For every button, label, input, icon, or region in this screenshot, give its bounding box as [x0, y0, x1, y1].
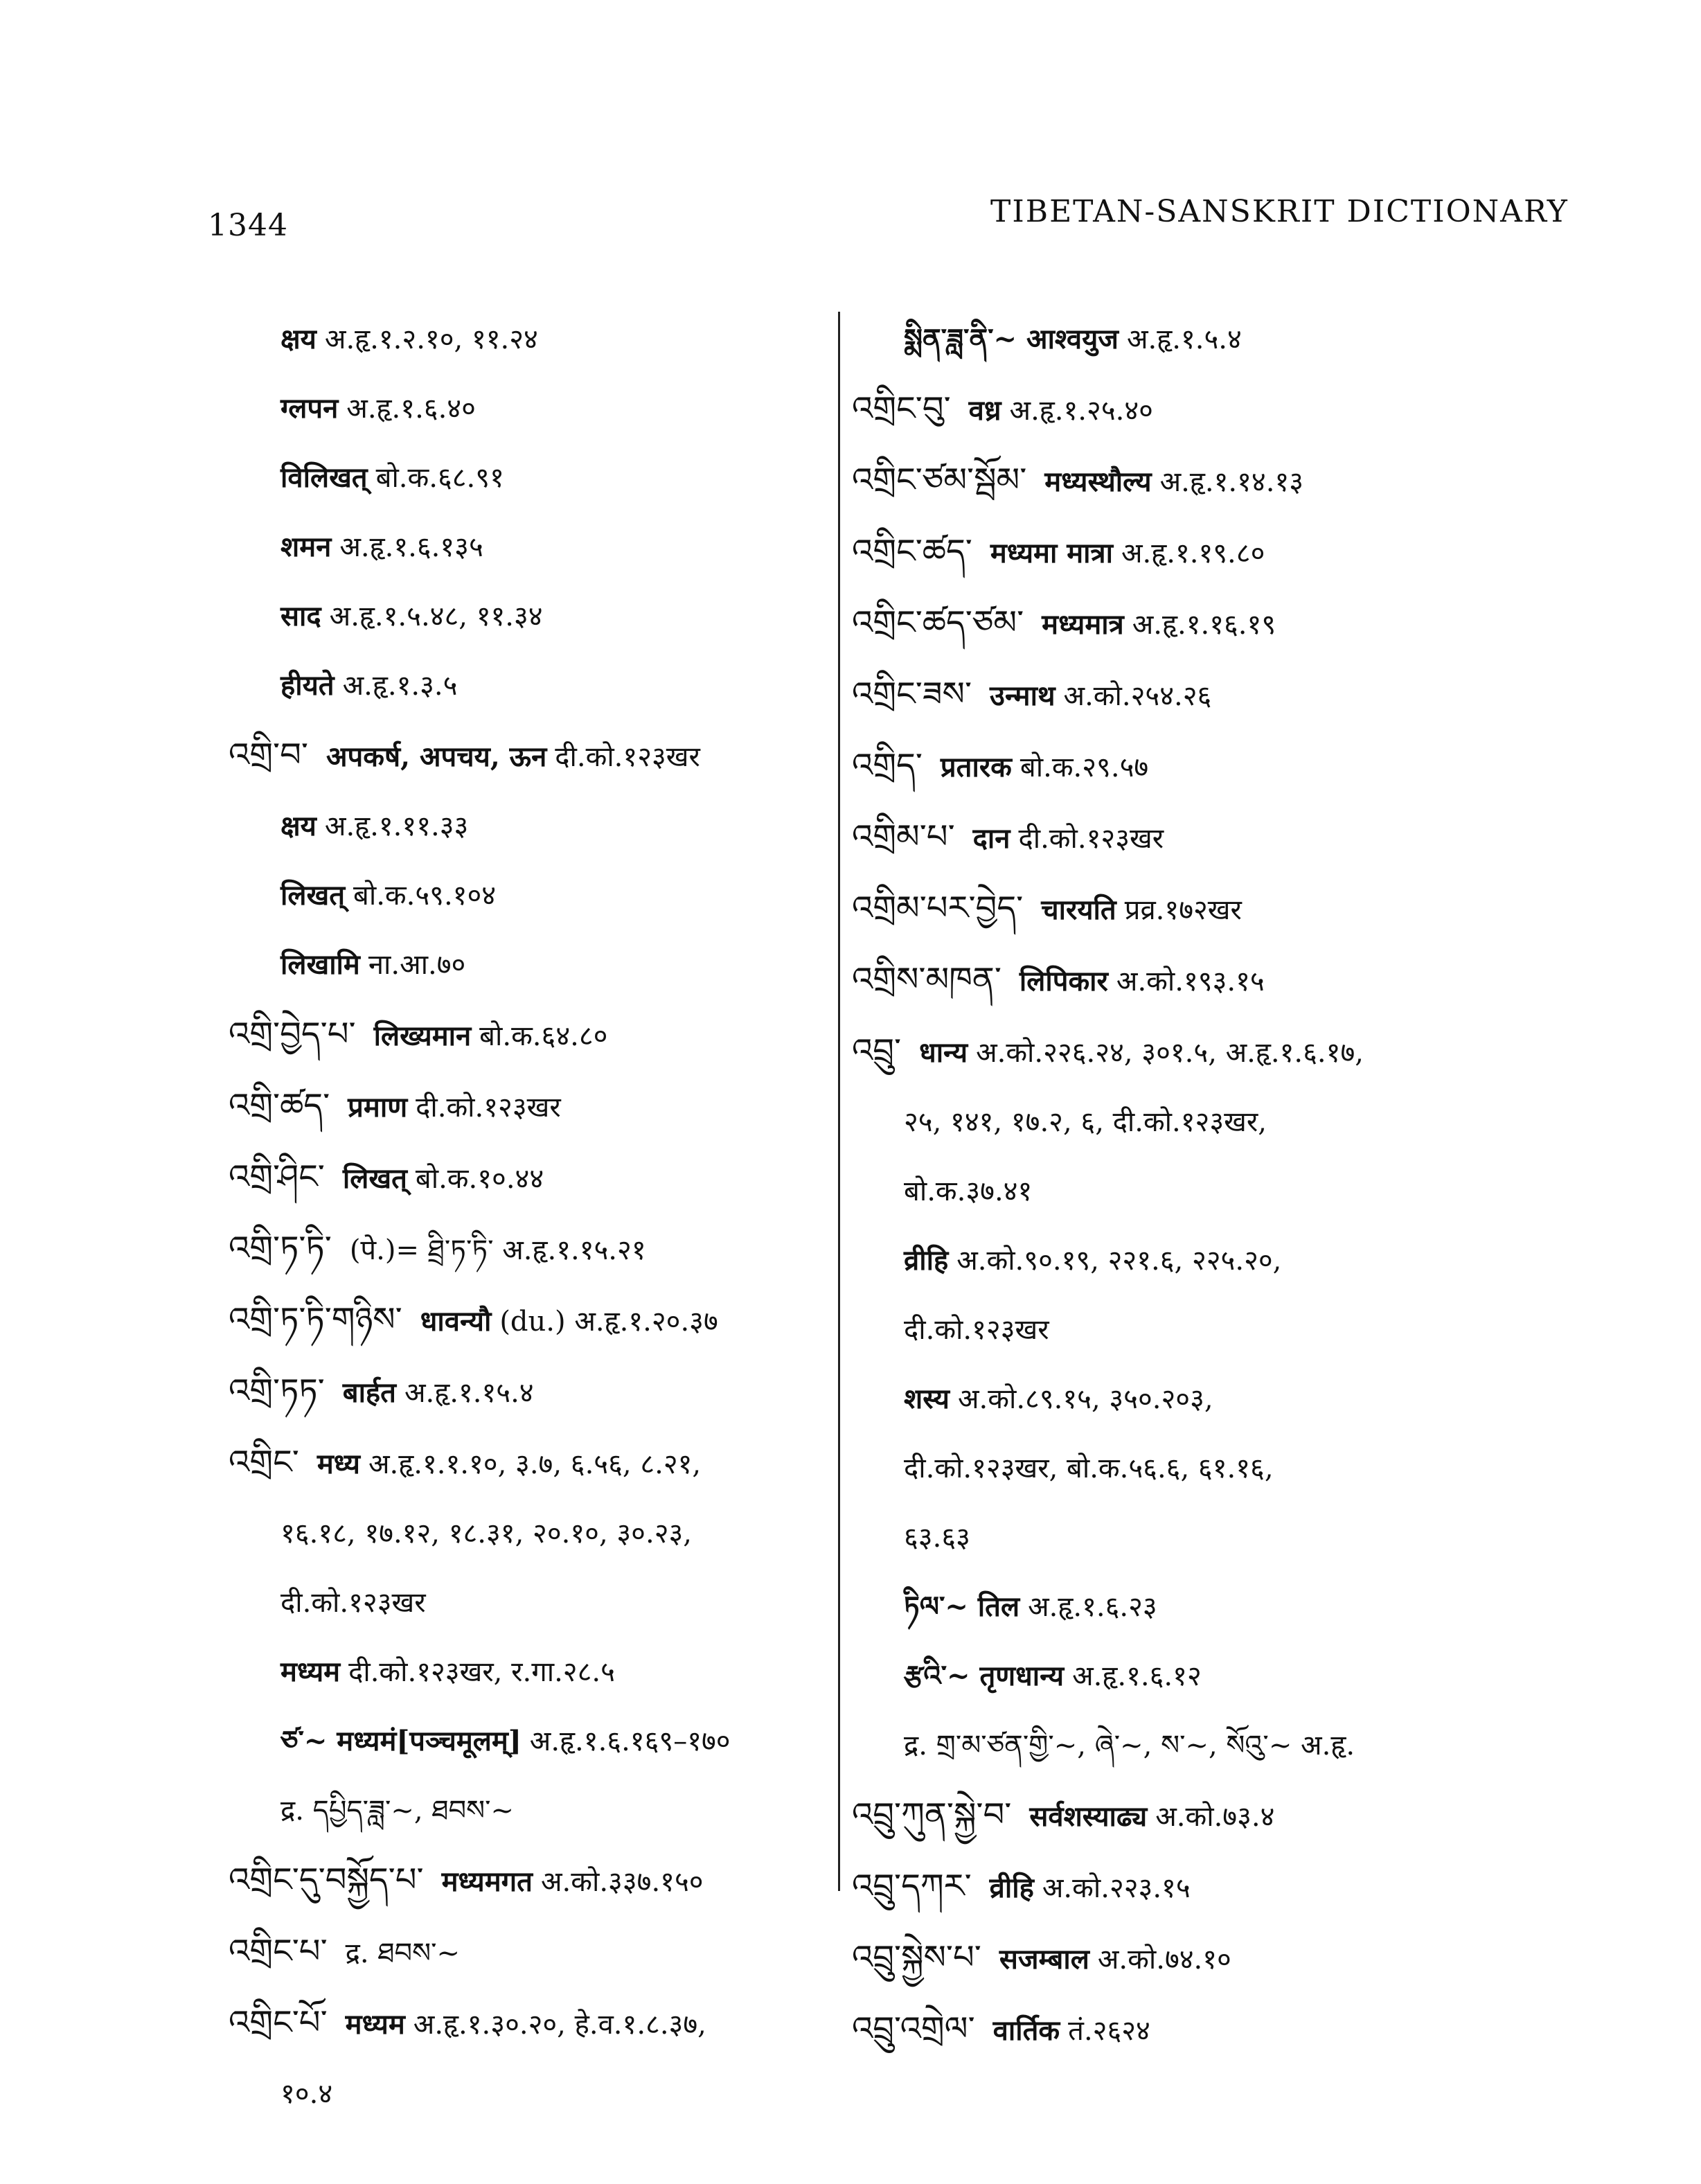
column-divider	[838, 312, 840, 1891]
dictionary-entry	[229, 861, 921, 930]
sanskrit-equivalent: क्षय	[280, 323, 317, 355]
dictionary-entry	[229, 305, 921, 374]
dictionary-entry	[229, 443, 921, 513]
dictionary-entry	[229, 1988, 921, 2059]
sanskrit-equivalent: वध्र	[968, 394, 1001, 427]
source-references: ना.आ.७०	[368, 949, 466, 981]
source-references: अ.को.२५४.२६	[1063, 680, 1212, 712]
headword-tibetan: འགྲི་ཚད་	[229, 1086, 330, 1125]
dictionary-entry	[229, 930, 921, 1000]
dictionary-entry	[229, 1845, 921, 1917]
right-column	[852, 305, 1503, 2048]
sanskrit-equivalent: सजम्बाल	[999, 1943, 1089, 1976]
headword-tibetan: འགྲིམ་པ་	[852, 817, 955, 856]
dictionary-entry	[229, 1499, 921, 1568]
source-references: अ.हृ.१.६.१६९–१७०	[529, 1725, 731, 1757]
dictionary-entry	[229, 1568, 921, 1637]
dictionary-entry	[852, 1852, 1503, 1923]
dictionary-entry	[229, 1637, 921, 1707]
source-references: द्र. དཔྱིད་ཟླ་~, ཐབས་~	[280, 1795, 515, 1827]
source-references: अ.को.२२६.२४, ३०१.५, अ.हृ.१.६.१७,	[976, 1037, 1364, 1069]
sanskrit-equivalent: मध्य	[317, 1448, 360, 1480]
source-references: अ.हृ.१.१४.१३	[1159, 466, 1304, 498]
source-references: १६.१८, १७.१२, १८.३१, २०.१०, ३०.२३,	[280, 1518, 693, 1550]
sanskrit-equivalent: लिखत्	[280, 879, 345, 912]
headword-tibetan: འགྲིང་ཟས་	[852, 675, 972, 713]
source-references: अ.हृ.१.३.५	[342, 670, 458, 702]
source-references: अ.को.८९.१५, ३५०.२०३,	[957, 1383, 1213, 1415]
dictionary-entry	[852, 1923, 1503, 1994]
headword-tibetan: འགྲིང་ཙམ་སྦོམ་	[852, 461, 1027, 499]
headword-tibetan: འགྲིད་	[852, 746, 923, 785]
sanskrit-equivalent: शमन	[280, 531, 332, 563]
source-references: अ.हृ.१.१९.८०	[1121, 538, 1265, 569]
sanskrit-equivalent: उन्माथ	[990, 680, 1056, 712]
dictionary-entry	[852, 305, 1503, 374]
dictionary-entry	[852, 374, 1503, 445]
sanskrit-equivalent: मध्यम	[280, 1655, 341, 1688]
sanskrit-equivalent: शस्य	[904, 1383, 950, 1415]
sanskrit-equivalent: मध्यमगत	[441, 1865, 533, 1898]
sanskrit-equivalent: प्रमाण	[348, 1091, 408, 1124]
source-references: अ.हृ.१.६.१२	[1072, 1660, 1202, 1692]
source-references: अ.हृ.१.५.४	[1126, 323, 1242, 355]
headword-tibetan: འགྲི་ཏ་ཏི་གཉིས་	[229, 1300, 402, 1339]
page-number: 1344	[208, 208, 288, 243]
source-references: दी.को.१२३खर	[280, 1587, 426, 1619]
sanskrit-equivalent: हीयते	[280, 669, 335, 702]
source-references: तं.२६२४	[1068, 2015, 1150, 2047]
source-references: अ.को.२२३.१५	[1042, 1872, 1191, 1904]
dictionary-entry	[229, 1776, 921, 1845]
dictionary-entry	[852, 1087, 1503, 1157]
sanskrit-equivalent: मध्यमात्र	[1042, 608, 1124, 641]
dictionary-entry	[229, 651, 921, 720]
sanskrit-equivalent: ཏིལ་~ तिल	[904, 1590, 1020, 1623]
dictionary-entry	[852, 1572, 1503, 1642]
sanskrit-equivalent: दान	[972, 822, 1010, 855]
source-references: अ.को.७३.४	[1155, 1801, 1275, 1833]
dictionary-entry	[852, 1157, 1503, 1226]
headword-tibetan: འགྲིང་ཚད་	[852, 532, 972, 571]
source-references: अ.हृ.१.२५.४०	[1009, 395, 1153, 427]
sanskrit-equivalent: वार्तिक	[992, 2014, 1060, 2047]
source-references: बो.क.१०.४४	[415, 1163, 544, 1195]
dictionary-entry	[229, 1214, 921, 1285]
source-references: अ.हृ.१.३०.२०, हे.व.१.८.३७,	[413, 2009, 706, 2041]
sanskrit-equivalent: धावन्यौ	[420, 1305, 492, 1338]
sanskrit-equivalent: व्रीहि	[989, 1872, 1034, 1904]
dictionary-entry	[852, 1780, 1503, 1852]
dictionary-entry	[852, 1434, 1503, 1503]
dictionary-entry	[852, 1365, 1503, 1434]
dictionary-entry	[229, 1707, 921, 1776]
headword-tibetan: འབྲུ་དཀར་	[852, 1867, 972, 1906]
sanskrit-equivalent: धान्य	[919, 1036, 968, 1069]
source-references: अ.हृ.१.२.१०, ११.२४	[324, 323, 538, 355]
headword-tibetan: འགྲི་བ་	[229, 736, 308, 774]
dictionary-entry	[229, 720, 921, 792]
sanskrit-equivalent: व्रीहि	[904, 1244, 949, 1277]
sanskrit-equivalent: सर्वशस्याढ्य	[1029, 1800, 1148, 1833]
sanskrit-equivalent: चारयति	[1041, 894, 1116, 926]
source-references: २५, १४१, १७.२, ६, दी.को.१२३खर,	[904, 1106, 1267, 1138]
dictionary-entry	[229, 2059, 921, 2129]
headword-tibetan: འབྲུ་འགྲེལ་	[852, 2009, 975, 2048]
sanskrit-equivalent: क्षय	[280, 810, 317, 842]
source-references: बो.क.२९.५७	[1019, 752, 1149, 783]
source-references: दी.को.१२३खर	[1018, 823, 1164, 855]
dictionary-entry	[852, 517, 1503, 588]
source-references: अ.हृ.१.६.४०	[346, 393, 476, 425]
source-references: बो.क.६८.९१	[375, 462, 504, 494]
headword-tibetan: འགྲིམ་པར་བྱེད་	[852, 889, 1024, 927]
dictionary-entry	[852, 731, 1503, 802]
dictionary-entry	[229, 1142, 921, 1214]
dictionary-entry	[229, 1071, 921, 1142]
source-references: अ.को.९०.१९, २२१.६, २२५.२०,	[956, 1245, 1282, 1277]
source-references: दी.को.१२३खर	[555, 741, 700, 773]
dictionary-entry	[229, 374, 921, 443]
source-references: बो.क.५९.१०४	[353, 880, 497, 912]
source-references: बो.क.३७.४१	[904, 1175, 1033, 1207]
dictionary-entry	[852, 1711, 1503, 1780]
source-references: अ.हृ.१.१६.१९	[1132, 609, 1276, 641]
source-references: दी.को.१२३खर, र.गा.२८.५	[348, 1656, 615, 1688]
sanskrit-equivalent: विलिखत्	[280, 461, 368, 494]
dictionary-entry	[852, 588, 1503, 659]
sanskrit-equivalent: मध्यमा मात्रा	[990, 537, 1113, 569]
sanskrit-equivalent: ཙ་~ मध्यमं[पञ्चमूलम्]	[280, 1725, 522, 1757]
source-references: अ.हृ.१.१५.४	[404, 1377, 534, 1409]
dictionary-entry	[852, 873, 1503, 945]
source-references: अ.हृ.१.६.२३	[1028, 1591, 1157, 1623]
sanskrit-equivalent: लिख्यमान	[373, 1020, 472, 1052]
sanskrit-equivalent: लिपिकार	[1019, 965, 1108, 997]
sanskrit-equivalent: प्रतारक	[940, 751, 1012, 783]
source-references: द्र. ཐབས་~	[345, 1937, 461, 1969]
source-references: अ.हृ.१.६.१३५	[339, 531, 483, 563]
source-references: द्र. གྲ་མ་ཙན་གྱི་~, ཞེ་~, ས་~, སོའུ་~ अ.हृ.	[904, 1730, 1355, 1761]
headword-tibetan: འགྲི་ཏ་ཏི་	[229, 1229, 332, 1268]
dictionary-entry	[229, 582, 921, 651]
headword-tibetan: འགྲིང་དུ་བསྐྱོད་པ་	[229, 1861, 424, 1899]
sanskrit-equivalent: ग्लपन	[280, 392, 339, 425]
dictionary-entry	[229, 513, 921, 582]
headword-tibetan: འགྲིང་པ་	[229, 1932, 328, 1971]
headword-tibetan: འབྲུ་སྐྱེས་པ་	[852, 1938, 981, 1977]
source-references: दी.को.१२३खर	[416, 1092, 561, 1124]
dictionary-entry	[852, 659, 1503, 731]
source-references: बो.क.६४.८०	[479, 1020, 608, 1052]
source-references: अ.हृ.१.५.४८, ११.३४	[329, 601, 543, 632]
source-references: अ.को.७४.१०	[1097, 1944, 1231, 1976]
source-references: दी.को.१२३खर, बो.क.५६.६, ६१.१६,	[904, 1453, 1274, 1484]
dictionary-entry	[852, 1994, 1503, 2066]
headword-tibetan: འགྲིང་	[229, 1443, 299, 1482]
dictionary-entry	[229, 1285, 921, 1356]
sanskrit-equivalent: मध्यस्थौल्य	[1044, 465, 1152, 498]
headword-tibetan: འགྲིང་བུ་	[852, 389, 951, 428]
dictionary-entry	[852, 1016, 1503, 1087]
dictionary-entry	[852, 445, 1503, 517]
sanskrit-equivalent: मध्यम	[345, 2008, 405, 2041]
source-references: अ.हृ.१.११.३३	[324, 810, 469, 842]
source-references: दी.को.१२३खर	[904, 1314, 1049, 1346]
sanskrit-equivalent: लिखत्	[342, 1162, 407, 1195]
dictionary-entry	[229, 1917, 921, 1988]
dictionary-entry	[852, 802, 1503, 873]
source-references: अ.को.३३७.१५०	[540, 1866, 704, 1898]
dictionary-entry	[852, 1226, 1503, 1295]
source-references: अ.हृ.१.१.१०, ३.७, ६.५६, ८.२१,	[368, 1448, 702, 1480]
source-references: ६३.६३	[904, 1522, 970, 1554]
sanskrit-equivalent: साद	[280, 600, 321, 632]
sanskrit-equivalent: སྨིན་ཟླ་ནི་~ आश्वयुज	[904, 323, 1119, 355]
dictionary-entry	[852, 1503, 1503, 1572]
headword-tibetan: འབྲུ་ཀུན་སྐྱེ་བ་	[852, 1795, 1012, 1834]
headword-tibetan: འགྲིང་པོ་	[229, 2003, 328, 2042]
headword-tibetan: འགྲི་བྱེད་པ་	[229, 1015, 356, 1054]
source-references: प्रव्र.१७२खर	[1124, 894, 1242, 926]
sanskrit-equivalent: लिखामि	[280, 948, 360, 981]
headword-tibetan: འགྲིང་ཚད་ཙམ་	[852, 603, 1024, 642]
dictionary-entry	[229, 1356, 921, 1428]
source-references: (du.) अ.हृ.१.२०.३७	[499, 1306, 718, 1338]
source-references: अ.को.१९३.१५	[1116, 966, 1265, 997]
running-title: TIBETAN-SANSKRIT DICTIONARY	[990, 194, 1569, 229]
sanskrit-equivalent: अपकर्ष, अपचय, ऊन	[326, 740, 547, 773]
dictionary-entry	[852, 1642, 1503, 1711]
headword-tibetan: འགྲི་ཏཏ་	[229, 1371, 325, 1410]
sanskrit-equivalent: बार्हत	[342, 1376, 396, 1409]
dictionary-entry	[229, 1000, 921, 1071]
dictionary-entry	[229, 792, 921, 861]
headword-tibetan: འབྲུ་	[852, 1031, 902, 1070]
source-references: (पे.)= ཐྲི་ཏ་ཏི་ अ.हृ.१.१५.२१	[349, 1234, 646, 1266]
headword-tibetan: འགྲིས་མཁན་	[852, 960, 1001, 999]
source-references: १०.४	[280, 2078, 333, 2110]
dictionary-entry	[852, 1295, 1503, 1365]
dictionary-entry	[229, 1428, 921, 1499]
sanskrit-equivalent: རྩའི་~ तृणधान्य	[904, 1660, 1065, 1692]
dictionary-entry	[852, 945, 1503, 1016]
headword-tibetan: འགྲི་ཤིང་	[229, 1157, 325, 1196]
